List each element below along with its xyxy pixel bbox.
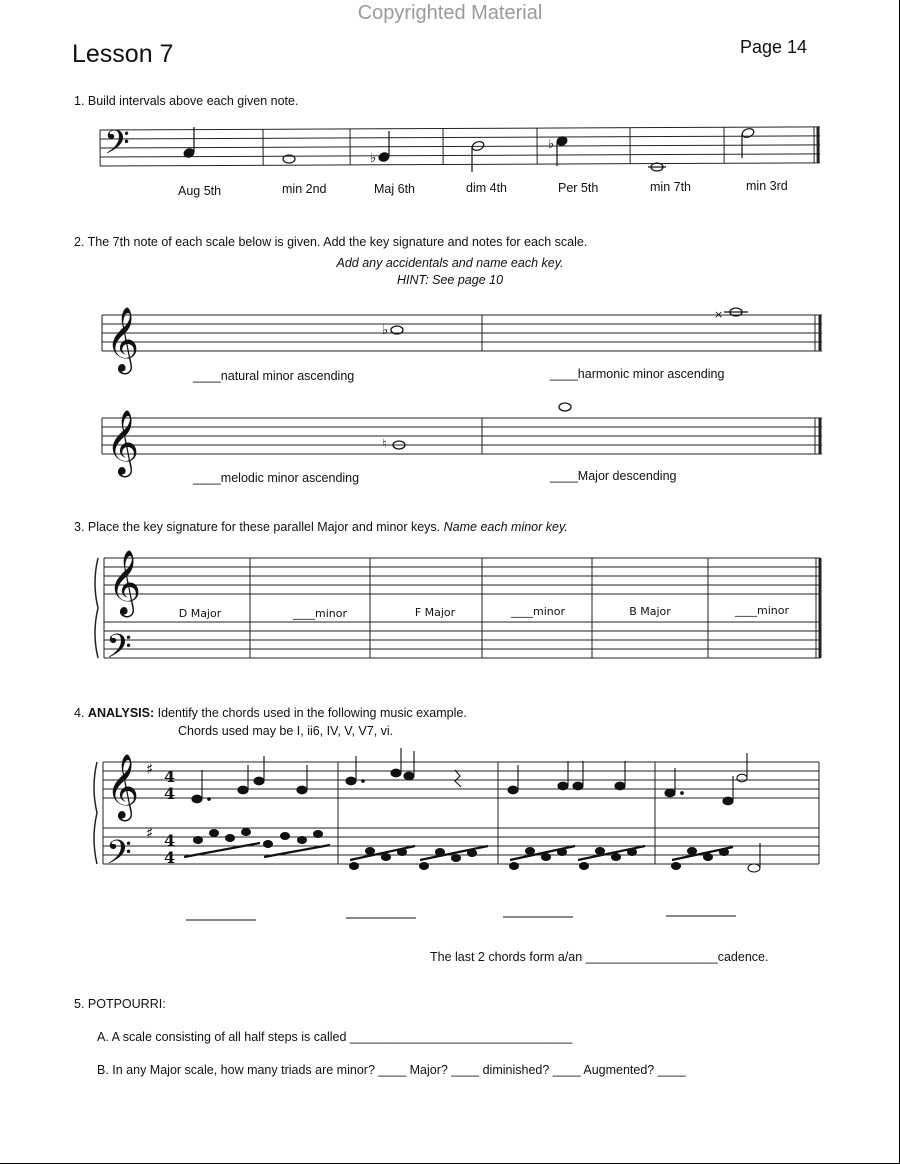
interval-label: Aug 5th	[178, 184, 222, 198]
time-signature: 4	[164, 767, 176, 786]
treble-clef-icon: 𝄞	[106, 307, 140, 372]
key-label: ____minor	[511, 605, 565, 618]
question-3-text: 3. Place the key signature for these parallel Major and minor keys.	[74, 520, 441, 534]
page-number: Page 14	[740, 37, 808, 57]
q3-grand-staff	[95, 558, 820, 658]
key-label: D Major	[178, 607, 222, 620]
interval-label: min 2nd	[282, 182, 327, 196]
q1-bass-staff	[100, 127, 820, 166]
question-5-prompt: 5. POTPOURRI:	[74, 997, 166, 1011]
flat-icon: ♭	[548, 137, 555, 152]
scale-label: ____harmonic minor ascending	[550, 367, 725, 381]
interval-label: dim 4th	[466, 181, 507, 195]
question-4-chord-list: Chords used may be I, ii6, IV, V, V7, vi.	[178, 724, 394, 738]
scale-label: ____natural minor ascending	[193, 369, 355, 383]
question-5b: B. In any Major scale, how many triads are minor? ____ Major? ____ diminished? ____ Augmented? ____	[97, 1063, 686, 1077]
copyright-watermark: Copyrighted Material	[357, 2, 543, 24]
question-2-instruction: Add any accidentals and name each key.	[336, 256, 564, 270]
chord-answer-blanks	[186, 916, 736, 920]
question-2-hint: HINT: See page 10	[396, 273, 504, 287]
q4-melody	[192, 748, 747, 805]
interval-label: min 3rd	[746, 179, 788, 193]
question-4-text: Identify the chords used in the following music example.	[157, 706, 467, 720]
question-5a: A. A scale consisting of all half steps is called ________________________________	[97, 1030, 573, 1044]
q2-given-notes	[382, 308, 748, 452]
time-signature: 4	[164, 848, 176, 867]
bass-clef-icon: 𝄢	[106, 628, 132, 674]
cadence-prompt: The last 2 chords form a/an ___________________cadence.	[430, 950, 769, 964]
key-label: ____minor	[293, 607, 347, 620]
q4-grand-staff	[94, 762, 819, 864]
scale-label: ____melodic minor ascending	[193, 471, 360, 485]
question-4-number: 4.	[74, 706, 85, 720]
question-2-prompt: 2. The 7th note of each scale below is given. Add the key signature and notes for each scale.	[74, 235, 588, 249]
interval-label: Per 5th	[558, 181, 599, 195]
question-1-prompt: 1. Build intervals above each given note.	[74, 94, 299, 108]
sharp-icon: ♯	[146, 824, 154, 842]
flat-icon: ♭	[382, 323, 389, 338]
lesson-title: Lesson 7	[72, 40, 174, 68]
question-4-heading: ANALYSIS:	[87, 706, 155, 720]
rest-icon	[455, 770, 461, 787]
question-3-emphasis: Name each minor key.	[443, 520, 568, 534]
q2-staff-2	[102, 418, 822, 454]
scale-label: ____Major descending	[550, 469, 677, 483]
flat-icon: ♭	[370, 151, 377, 166]
interval-label: Maj 6th	[374, 182, 415, 196]
q4-bass-arpeggios	[184, 829, 760, 873]
sharp-icon: ♯	[146, 760, 154, 778]
time-signature: 4	[164, 784, 176, 803]
time-signature: 4	[164, 831, 176, 850]
key-label: F Major	[414, 606, 456, 619]
interval-label: min 7th	[650, 180, 691, 194]
treble-clef-icon: 𝄞	[106, 410, 140, 475]
treble-clef-icon: 𝄞	[106, 754, 140, 819]
double-sharp-icon: ×	[714, 308, 724, 321]
natural-icon: ♮	[382, 437, 387, 452]
key-label: B Major	[629, 605, 671, 618]
bass-clef-icon: 𝄢	[106, 834, 132, 880]
bass-clef-icon: 𝄢	[104, 124, 130, 170]
treble-clef-icon: 𝄞	[108, 550, 142, 615]
key-label: ____minor	[735, 604, 789, 617]
